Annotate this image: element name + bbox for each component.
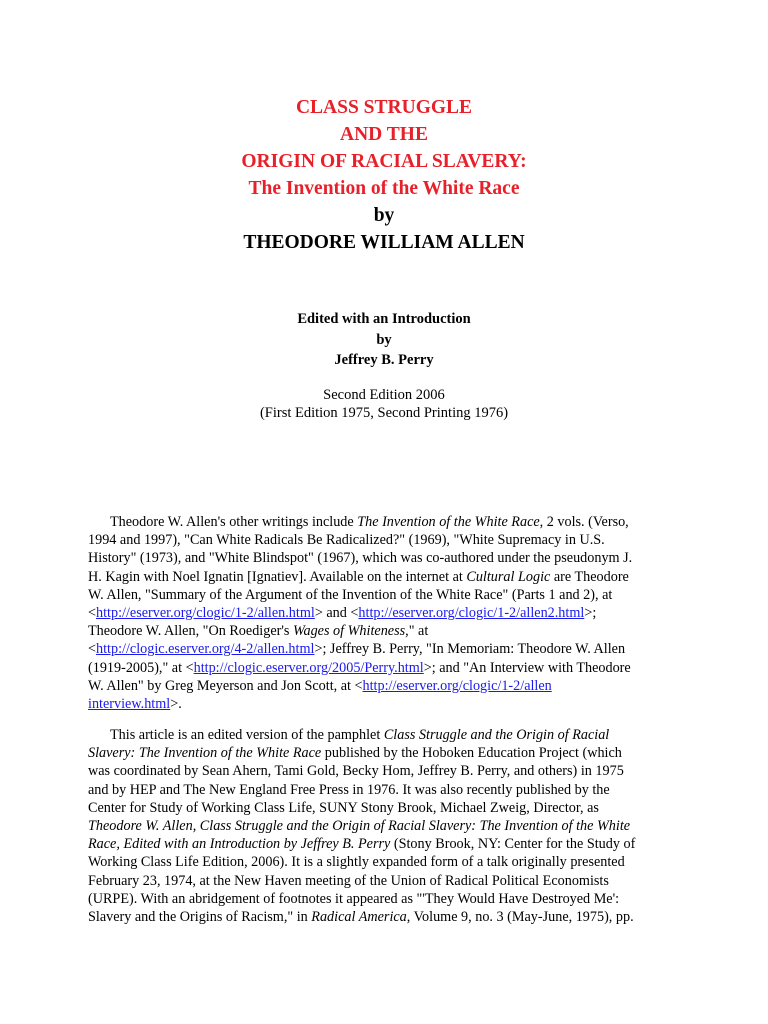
- editor-block: [0, 309, 768, 371]
- paragraph-publication-history: This article is an edited version of the pamphlet Class Struggle and the Origin of Racial Slavery: The Invention of the White Race published by the Hoboken Education Project (which was coordinated by Sean Ahern, Tami Gold, Becky Hom, Jeffrey B. Perry, and others) in 1975 and by HEP and The New England Free Press in 1976. It was also recently published by the Center for Study of Working Class Life, SUNY Stony Brook, Michael Zweig, Director, as Theodore W. Allen, Class Struggle and the Origin of Racial Slavery: The Invention of the White Race, Edited with an Introduction by Jeffrey B. Perry (Stony Brook, NY: Center for the Study of Working Class Life Edition, 2006). It is a slightly expanded form of a talk originally presented February 23, 1974, at the New Haven meeting of the Union of Radical Political Economists (URPE). With an abridgement of footnotes it appeared as "'They Would Have Destroyed Me': Slavery and the Origins of Racism," in Radical America, Volume 9, no. 3 (May-June, 1975), pp.: [88, 727, 636, 926]
- link-interview-part2[interactable]: interview.html: [88, 696, 171, 713]
- edition-title: Theodore W. Allen, Class Struggle and the Origin of Racial Slavery: The Invention of the White: [88, 818, 631, 835]
- magazine-title: Radical America: [311, 909, 407, 926]
- paragraph-other-writings: Theodore W. Allen's other writings include The Invention of the White Race, 2 vols. (Verso, 1994 and 1997), "Can White Radicals Be Radicalized?" (1969), "White Supremacy in U.S. History" (1973), and "White Blindspot" (1967), which was co-authored under the pseudonym J. H. Kagin with Noel Ignatin [Ignatiev]. Available on the internet at Cultural Logic are Theodore W. Allen, "Summary of the Argument of the Invention of the White Race" (Parts 1 and 2), at <http://eserver.org/clogic/1-2/allen.html> and <http://eserver.org/clogic/1-2/allen2.html>; Theodore W. Allen, "On Roediger's Wages of Whiteness," at <http://clogic.eserver.org/4-2/allen.html>; Jeffrey B. Perry, "In Memoriam: Theodore W. Allen (1919-2005)," at <http://clogic.eserver.org/2005/Perry.html>; and "An Interview with Theodore W. Allen" by Greg Meyerson and Jon Scott, at <http://eserver.org/clogic/1-2/allen interview.html>.: [88, 514, 633, 713]
- edition-block: [0, 386, 768, 422]
- editor-line: Edited with an Introduction: [297, 311, 471, 327]
- link-perry-memoriam[interactable]: http://clogic.eserver.org/2005/Perry.html: [193, 659, 424, 676]
- author-name: THEODORE WILLIAM ALLEN: [243, 232, 525, 253]
- title-by: by: [373, 205, 395, 226]
- link-allen-summary-1[interactable]: http://eserver.org/clogic/1-2/allen.html: [96, 605, 315, 622]
- link-allen-summary-2[interactable]: http://eserver.org/clogic/1-2/allen2.html: [358, 605, 585, 622]
- subtitle: The Invention of the White Race: [248, 178, 520, 199]
- book-title: The Invention of the White Race: [357, 514, 540, 530]
- title-line-1: CLASS STRUGGLE: [295, 97, 473, 118]
- link-roediger[interactable]: http://clogic.eserver.org/4-2/allen.html: [96, 641, 315, 658]
- book-title-wages: Wages of Whiteness: [292, 623, 406, 640]
- edition-title-cont: Race, Edited with an Introduction by Jeffrey B. Perry: [88, 836, 391, 853]
- pamphlet-title: Class Struggle and the Origin of Racial: [383, 727, 610, 743]
- pamphlet-subtitle: Slavery: The Invention of the White Race: [88, 745, 322, 762]
- title-line-3: ORIGIN OF RACIAL SLAVERY:: [241, 151, 527, 172]
- printing-line: (First Edition 1975, Second Printing 1976): [259, 405, 509, 421]
- journal-title: Cultural Logic: [466, 568, 551, 585]
- link-interview-part1[interactable]: http://eserver.org/clogic/1-2/allen: [362, 677, 552, 694]
- title-block: [0, 94, 768, 256]
- editor-name: Jeffrey B. Perry: [334, 352, 434, 368]
- edition-line: Second Edition 2006: [323, 387, 445, 403]
- title-line-2: AND THE: [340, 124, 428, 145]
- editor-by: by: [376, 331, 392, 348]
